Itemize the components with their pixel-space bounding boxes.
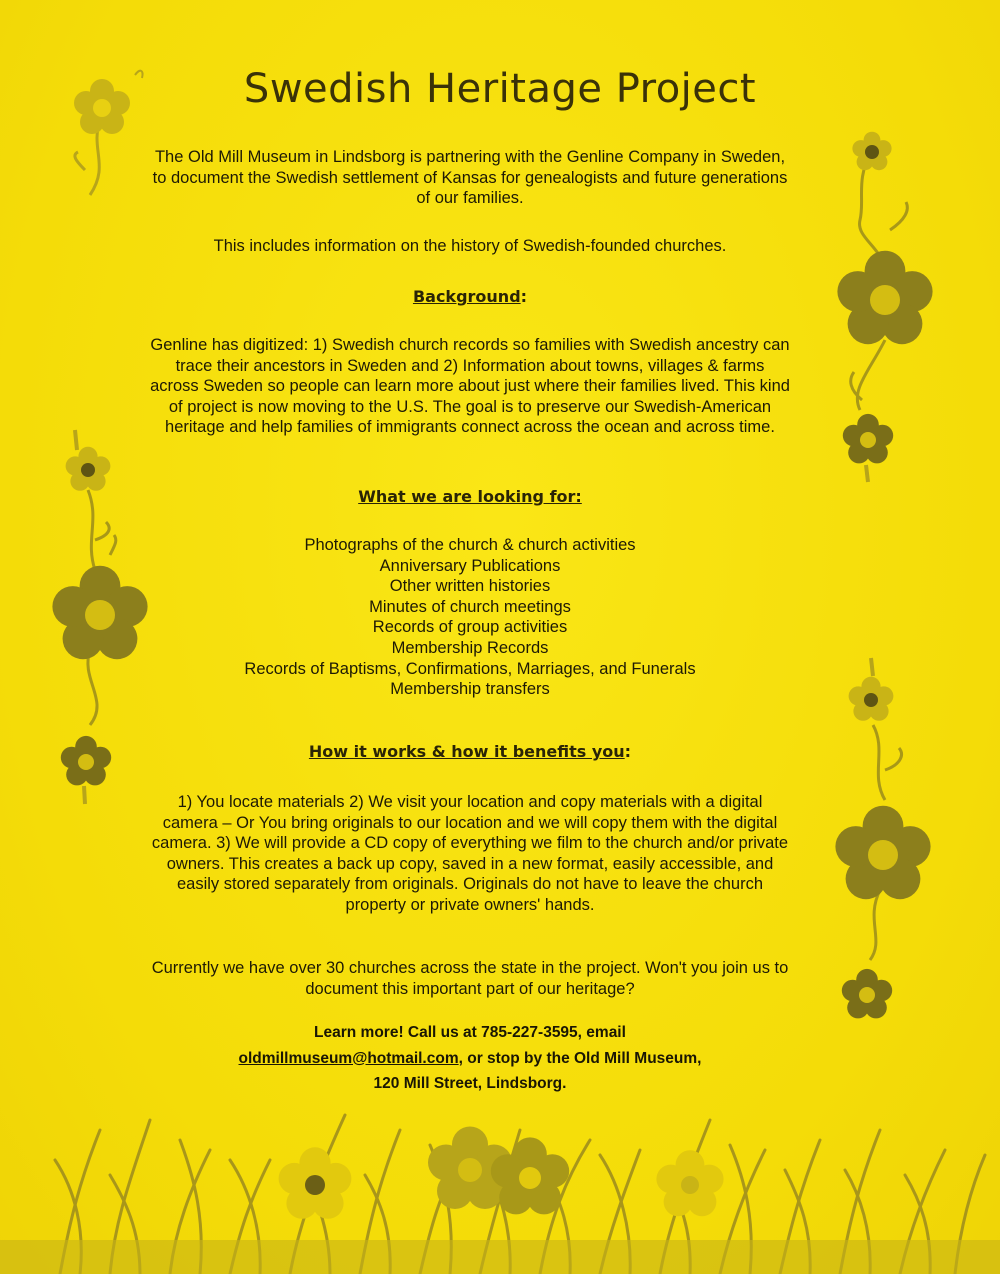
list-item: Photographs of the church & church activities	[304, 536, 636, 554]
looking-for-heading	[0, 487, 940, 506]
list-item: Anniversary Publications	[379, 556, 561, 575]
looking-for-heading-text: What we are looking for:	[358, 487, 582, 506]
intro-paragraph: The Old Mill Museum in Lindsborg is partnering with the Genline Company in Sweden, to document the Swedish settlement of Kansas for genealogists and future generations of our families.	[152, 148, 788, 208]
contact-line-1: Learn more! Call us at 785-227-3595, email	[314, 1024, 626, 1041]
contact-line-2: , or stop by the Old Mill Museum,	[458, 1049, 702, 1067]
list-item: Records of Baptisms, Confirmations, Marriages, and Funerals	[244, 659, 696, 678]
how-it-works-heading-suffix: :	[624, 742, 632, 761]
looking-for-list	[150, 535, 790, 700]
closing-paragraph: Currently we have over 30 churches across the state in the project. Won't you join us to document this important part of our heritage?	[151, 959, 789, 998]
list-item: Other written histories	[389, 577, 551, 596]
list-item: Records of group activities	[372, 618, 568, 637]
how-it-works-heading	[0, 742, 940, 761]
page-title: Swedish Heritage Project	[243, 66, 757, 112]
flower-vine-icon-right-bottom	[825, 650, 945, 1040]
background-heading-suffix: :	[520, 287, 528, 306]
background-paragraph: Genline has digitized: 1) Swedish church records so families with Swedish ancestry can trace their ancestors in Sweden and 2) Information about towns, villages & farms across Sweden so people can learn more about just where their families lived. This kind of project is now moving to the U.S. The goal is to preserve our Swedish-American heritage and help families of immigrants connect across the ocean and across time.	[150, 336, 790, 437]
list-item: Minutes of church meetings	[369, 597, 571, 616]
email-link[interactable]: oldmillmuseum@hotmail.com	[238, 1049, 459, 1067]
intro-note: This includes information on the history of Swedish-founded churches.	[213, 237, 727, 255]
list-item: Membership transfers	[390, 680, 550, 699]
how-it-works-paragraph: 1) You locate materials 2) We visit your location and copy materials with a digital camera – Or You bring originals to our location and we will copy them with the digital camera. 3) We will provide a CD copy of everything we film to the church and/or private owners. This creates a back up copy, saved in a new format, easily accessible, and easily stored separately from originals. Originals do not have to leave the church property or private owners' hands.	[151, 793, 789, 914]
how-it-works-heading-text: How it works & how it benefits you	[308, 742, 625, 761]
list-item: Membership Records	[391, 638, 549, 657]
background-heading	[0, 287, 940, 306]
background-heading-text: Background	[412, 287, 521, 306]
contact-line-3: 120 Mill Street, Lindsborg.	[373, 1075, 567, 1092]
grass-border	[0, 1060, 1000, 1274]
